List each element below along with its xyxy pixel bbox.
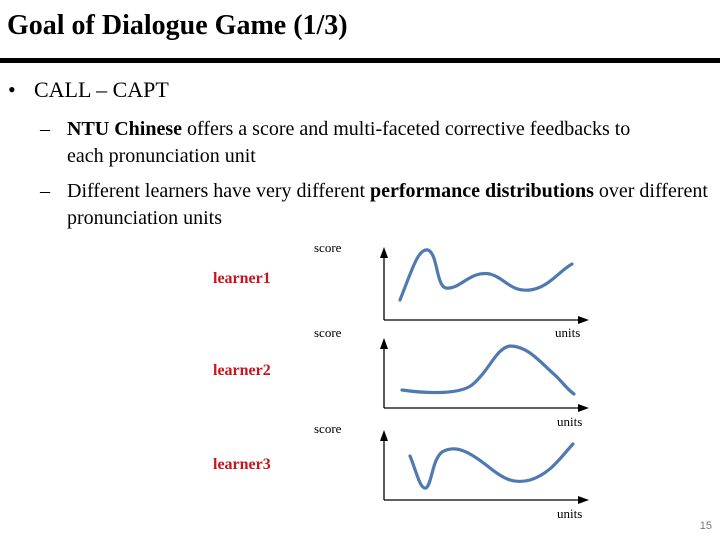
sub2-post-text: over different pronunciation units <box>67 180 708 229</box>
x-axis-arrow-icon <box>578 404 589 412</box>
sub-bullet-dash: – <box>40 118 50 140</box>
sub1-rest-text: offers a score and multi-faceted corrective feedbacks to each pronunciation unit <box>67 118 631 167</box>
plot-learner1 <box>380 247 589 324</box>
performance-curve <box>400 250 572 300</box>
y-axis-arrow-icon <box>380 247 388 258</box>
score-label-3: score <box>314 421 342 436</box>
slide-title: Goal of Dialogue Game (1/3) <box>7 10 348 41</box>
page-number: 15 <box>699 520 712 532</box>
ntu-chinese-text: NTU Chinese <box>67 118 183 140</box>
y-axis-arrow-icon <box>380 338 388 349</box>
x-axis-arrow-icon <box>578 496 589 504</box>
plot-learner2 <box>380 338 589 412</box>
plot-learner3 <box>380 430 589 504</box>
learner1-label: learner1 <box>213 270 271 287</box>
performance-distributions-text: performance distributions <box>370 180 594 202</box>
bullet-text: CALL – CAPT <box>34 77 169 102</box>
y-axis-arrow-icon <box>380 430 388 441</box>
bullet-dot: • <box>8 77 16 102</box>
sub2-pre-text: Different learners have very different <box>67 180 370 202</box>
learner2-label: learner2 <box>213 362 271 379</box>
score-label-2: score <box>314 325 342 340</box>
sub-bullet-dash: – <box>40 180 50 202</box>
units-label-2: units <box>557 414 583 429</box>
units-label-1: units <box>555 325 581 340</box>
x-axis-arrow-icon <box>578 316 589 324</box>
score-label-1: score <box>314 240 342 255</box>
learner3-label: learner3 <box>213 456 271 473</box>
units-label-3: units <box>557 506 583 521</box>
performance-curve <box>410 444 573 488</box>
performance-curve <box>402 346 574 394</box>
